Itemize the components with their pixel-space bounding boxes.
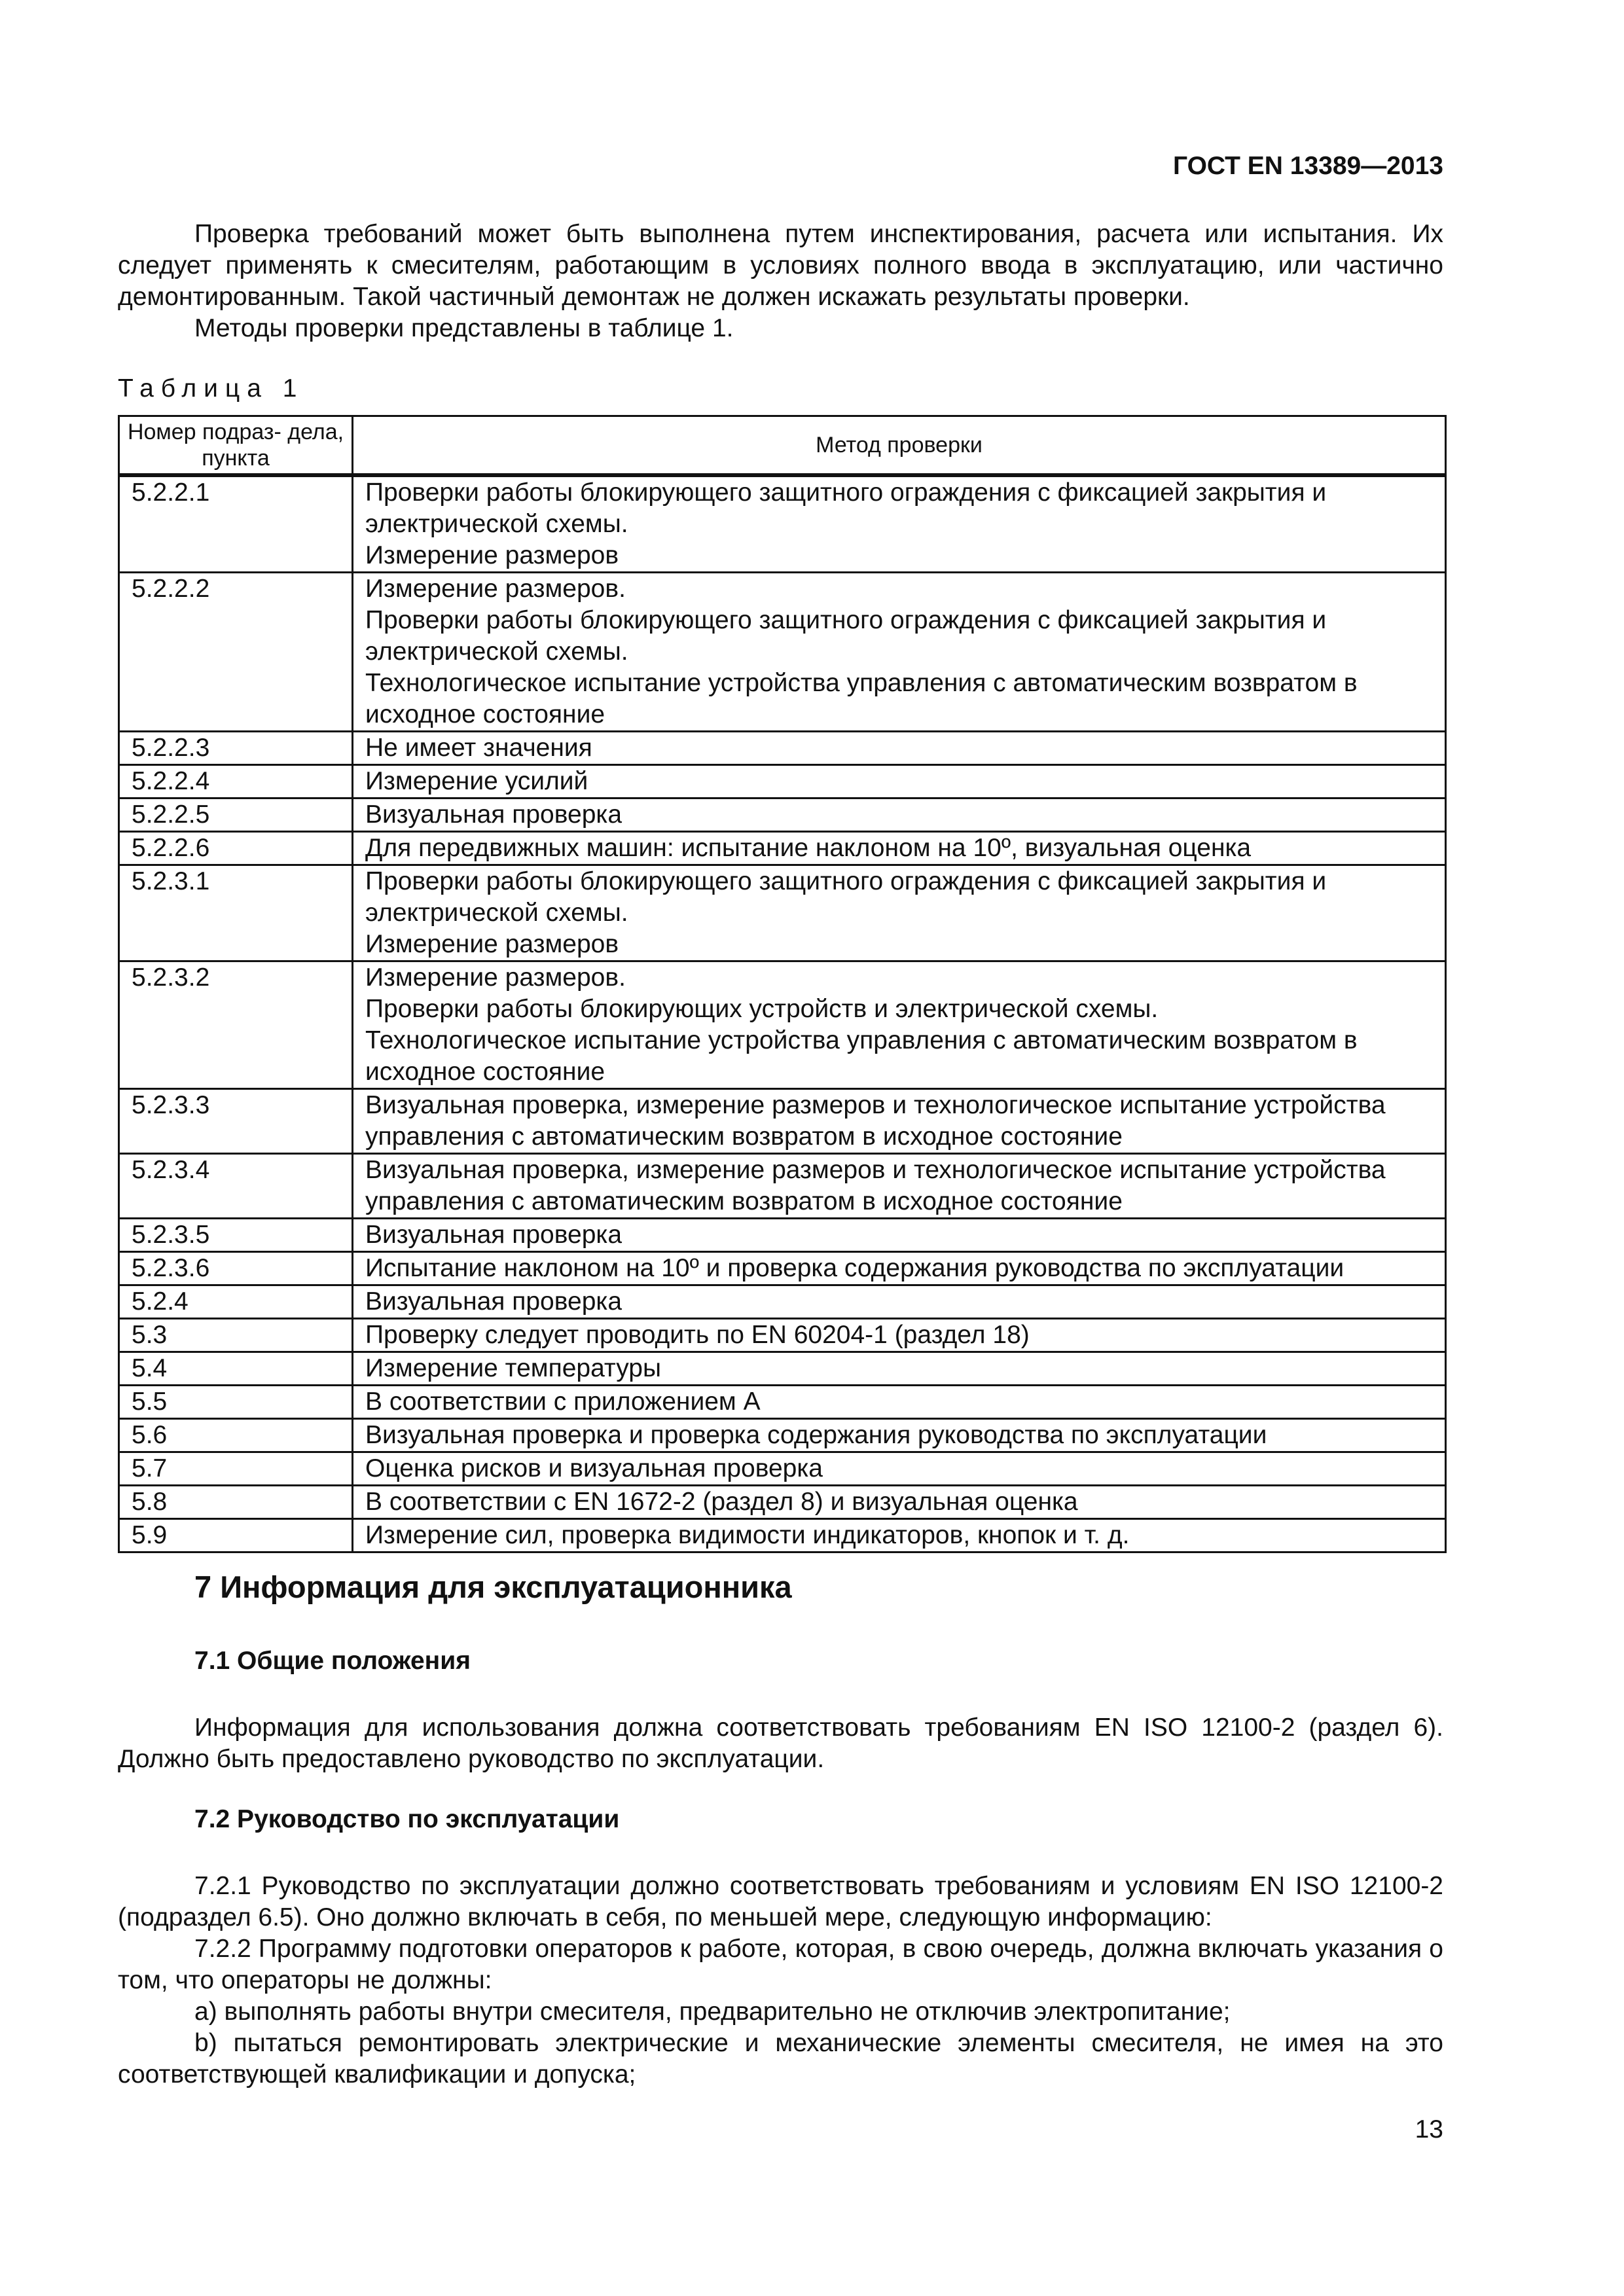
table-row [119, 1452, 1446, 1486]
cell-method [353, 765, 1446, 798]
table-row [119, 798, 1446, 832]
method-line: Не имеет значения [365, 734, 592, 762]
cell-method [353, 1352, 1446, 1386]
table-row [119, 961, 1446, 1089]
method-line: Измерение размеров. [365, 963, 626, 992]
cell-method [353, 1154, 1446, 1219]
cell-method [353, 798, 1446, 832]
table-row [119, 573, 1446, 732]
cell-section-number: 5.2.2.2 [119, 573, 353, 732]
cell-method [353, 832, 1446, 865]
table-row [119, 475, 1446, 573]
table-row [119, 832, 1446, 865]
cell-section-number: 5.2.3.3 [119, 1089, 353, 1154]
table-header-row [119, 416, 1446, 476]
method-line: Проверку следует проводить по EN 60204-1 (раздел 18) [365, 1321, 1030, 1349]
cell-section-number: 5.8 [119, 1486, 353, 1519]
cell-method [353, 475, 1446, 573]
cell-section-number: 5.2.3.4 [119, 1154, 353, 1219]
method-line: Проверки работы блокирующего защитного ограждения с фиксацией закрытия и электрической схемы. [365, 478, 1327, 538]
method-line: В соответствии с EN 1672-2 (раздел 8) и визуальная оценка [365, 1488, 1078, 1516]
subsection-title: 7.1 Общие положения [194, 1647, 471, 1675]
cell-method [353, 1319, 1446, 1352]
method-line: Оценка рисков и визуальная проверка [365, 1454, 823, 1482]
table-row [119, 1352, 1446, 1386]
cell-method [353, 1519, 1446, 1552]
cell-section-number: 5.2.2.5 [119, 798, 353, 832]
cell-method [353, 1089, 1446, 1154]
table-row [119, 1219, 1446, 1252]
cell-method [353, 865, 1446, 961]
intro-paragraph: Методы проверки представлены в таблице 1. [194, 314, 734, 342]
cell-section-number: 5.7 [119, 1452, 353, 1486]
cell-method [353, 1452, 1446, 1486]
method-line: Измерение размеров [365, 930, 619, 958]
cell-section-number: 5.4 [119, 1352, 353, 1386]
method-line: Технологическое испытание устройства управления с автоматическим возвратом в исходное состояние [365, 1026, 1358, 1086]
cell-method [353, 961, 1446, 1089]
paragraph: Информация для использования должна соответствовать требованиям EN ISO 12100-2 (раздел 6). Должно быть предоставлено руководство по эксплуатации. [118, 1713, 1443, 1773]
table-body [119, 475, 1446, 1552]
table-row [119, 1154, 1446, 1219]
list-item: а) выполнять работы внутри смесителя, предварительно не отключив электропитание; [194, 1998, 1231, 2026]
intro-text [118, 219, 1443, 344]
cell-section-number: 5.2.2.3 [119, 732, 353, 765]
cell-method [353, 1285, 1446, 1319]
cell-section-number: 5.2.2.1 [119, 475, 353, 573]
table-row [119, 1386, 1446, 1419]
intro-paragraph: Проверка требований может быть выполнена путем инспектирования, расчета или испытания. Их следует применять к смесителям, работающим в условиях полного ввода в эксплуатацию, или частично демонтированным. Такой частичный демонтаж не должен искажать результаты проверки. [118, 220, 1443, 311]
method-line: Технологическое испытание устройства управления с автоматическим возвратом в исходное состояние [365, 669, 1358, 728]
cell-method [353, 1419, 1446, 1452]
table-row [119, 1419, 1446, 1452]
method-line: Измерение размеров. [365, 575, 626, 603]
cell-section-number: 5.2.3.5 [119, 1219, 353, 1252]
cell-section-number: 5.2.4 [119, 1285, 353, 1319]
page-number: 13 [1415, 2115, 1443, 2144]
method-line: Измерение сил, проверка видимости индикаторов, кнопок и т. д. [365, 1521, 1130, 1549]
cell-method [353, 1386, 1446, 1419]
document-header: ГОСТ EN 13389—2013 [1172, 152, 1443, 180]
list-item: b) пытаться ремонтировать электрические и механические элементы смесителя, не имея на это соответствующей квалификации и допуска; [118, 2029, 1443, 2089]
table-row [119, 865, 1446, 961]
method-line: Визуальная проверка, измерение размеров и технологическое испытание устройства управления с автоматическим возвратом в исходное состояние [365, 1156, 1386, 1215]
cell-method [353, 573, 1446, 732]
cell-section-number: 5.6 [119, 1419, 353, 1452]
method-line: Визуальная проверка [365, 1287, 623, 1316]
method-line: Проверки работы блокирующего защитного ограждения с фиксацией закрытия и электрической схемы. [365, 867, 1327, 927]
cell-section-number: 5.2.2.4 [119, 765, 353, 798]
verification-methods-table [118, 415, 1447, 1553]
section-7-1-text [118, 1712, 1443, 1775]
cell-method [353, 732, 1446, 765]
method-line: Проверки работы блокирующего защитного ограждения с фиксацией закрытия и электрической схемы. [365, 606, 1327, 666]
cell-method [353, 1219, 1446, 1252]
table-row [119, 732, 1446, 765]
section-title: 7 Информация для эксплуатационника [194, 1570, 792, 1604]
method-line: Проверки работы блокирующих устройств и электрической схемы. [365, 995, 1159, 1023]
cell-section-number: 5.5 [119, 1386, 353, 1419]
cell-method [353, 1486, 1446, 1519]
table-row [119, 1519, 1446, 1552]
paragraph: 7.2.1 Руководство по эксплуатации должно соответствовать требованиям и условиям EN ISO 12100-2 (подраздел 6.5). Оно должно включать в себя, по меньшей мере, следующую информацию: [118, 1872, 1443, 1931]
method-line: Измерение температуры [365, 1354, 661, 1382]
cell-section-number: 5.2.3.1 [119, 865, 353, 961]
cell-section-number: 5.3 [119, 1319, 353, 1352]
method-line: Визуальная проверка, измерение размеров и технологическое испытание устройства управления с автоматическим возвратом в исходное состояние [365, 1091, 1386, 1151]
cell-section-number: 5.2.3.2 [119, 961, 353, 1089]
method-line: Испытание наклоном на 10º и проверка содержания руководства по эксплуатации [365, 1254, 1344, 1282]
column-header-method: Метод проверки [353, 416, 1446, 476]
section-7-2-text [118, 1871, 1443, 2090]
cell-section-number: 5.2.2.6 [119, 832, 353, 865]
subsection-title: 7.2 Руководство по эксплуатации [194, 1805, 620, 1833]
method-line: Для передвижных машин: испытание наклоном на 10º, визуальная оценка [365, 834, 1252, 862]
table-row [119, 1089, 1446, 1154]
cell-section-number: 5.2.3.6 [119, 1252, 353, 1285]
paragraph: 7.2.2 Программу подготовки операторов к работе, которая, в свою очередь, должна включать указания о том, что операторы не должны: [118, 1935, 1443, 1994]
cell-section-number: 5.9 [119, 1519, 353, 1552]
cell-method [353, 1252, 1446, 1285]
method-line: В соответствии с приложением А [365, 1388, 761, 1416]
table-caption: Таблица 1 [118, 374, 304, 403]
table-row [119, 1252, 1446, 1285]
method-line: Визуальная проверка [365, 800, 623, 829]
table-row [119, 1486, 1446, 1519]
method-line: Измерение размеров [365, 541, 619, 569]
table-row [119, 765, 1446, 798]
method-line: Измерение усилий [365, 767, 588, 795]
table-row [119, 1319, 1446, 1352]
method-line: Визуальная проверка и проверка содержания руководства по эксплуатации [365, 1421, 1267, 1449]
column-header-number: Номер подраз- дела, пункта [119, 416, 353, 476]
method-line: Визуальная проверка [365, 1221, 623, 1249]
table-row [119, 1285, 1446, 1319]
